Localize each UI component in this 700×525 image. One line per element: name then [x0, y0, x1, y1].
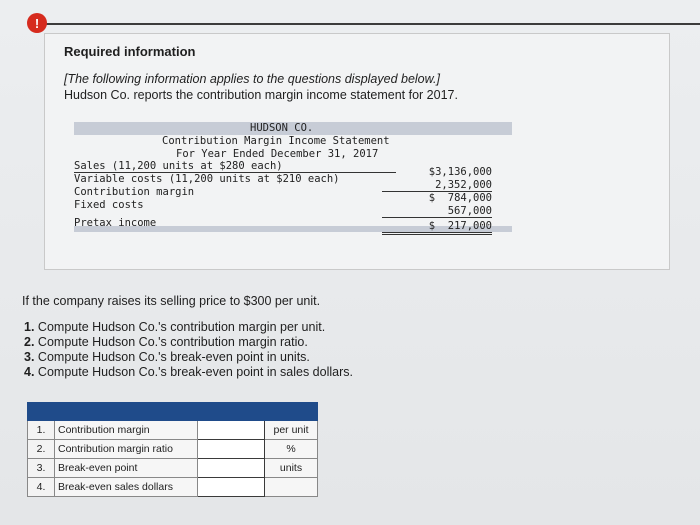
answer-row-unit: units — [265, 459, 318, 478]
question-intro: If the company raises its selling price to $300 per unit. — [22, 294, 321, 308]
statement-row-label: Contribution margin — [74, 186, 195, 198]
top-divider — [36, 23, 700, 25]
answer-table — [27, 402, 318, 497]
statement-row-label: Fixed costs — [74, 199, 144, 211]
answer-row-number: 2. — [28, 440, 55, 459]
contribution-margin-input[interactable] — [198, 421, 265, 440]
answer-row-label: Contribution margin — [55, 421, 198, 440]
answer-row-unit: % — [265, 440, 318, 459]
statement-row-label: Pretax income — [74, 217, 157, 229]
statement-row-amount: 2,352,000 — [382, 179, 492, 192]
statement-row-label: Variable costs (11,200 units at $210 each) — [74, 173, 340, 185]
answer-row — [28, 440, 318, 459]
break-even-sales-input[interactable] — [198, 478, 265, 497]
question-item: 3. Compute Hudson Co.'s break-even point in units. — [24, 350, 310, 364]
info-lead: Hudson Co. reports the contribution margin income statement for 2017. — [64, 88, 458, 102]
statement-company: HUDSON CO. — [250, 122, 314, 134]
answer-row-number: 4. — [28, 478, 55, 497]
statement-row-amount: $ 784,000 — [428, 192, 492, 204]
answer-row-label: Break-even point — [55, 459, 198, 478]
statement-row-label: Sales (11,200 units at $280 each) — [74, 160, 396, 173]
statement-row-amount: $ 217,000 — [382, 220, 492, 235]
break-even-point-input[interactable] — [198, 459, 265, 478]
question-list — [24, 320, 353, 380]
question-item: 2. Compute Hudson Co.'s contribution margin ratio. — [24, 335, 308, 349]
answer-row-number: 3. — [28, 459, 55, 478]
statement-title: Contribution Margin Income Statement — [162, 135, 390, 147]
answer-row-number: 1. — [28, 421, 55, 440]
income-statement — [74, 122, 512, 234]
statement-row-amount: 567,000 — [382, 205, 492, 218]
question-item: 4. Compute Hudson Co.'s break-even point in sales dollars. — [24, 365, 353, 379]
info-note: [The following information applies to the questions displayed below.] — [64, 72, 440, 86]
answer-row-label: Break-even sales dollars — [55, 478, 198, 497]
answer-row — [28, 478, 318, 497]
answer-row-unit — [265, 478, 318, 497]
answer-row — [28, 459, 318, 478]
statement-row-amount: $3,136,000 — [428, 166, 492, 178]
answer-table-header — [28, 403, 318, 421]
contribution-margin-ratio-input[interactable] — [198, 440, 265, 459]
answer-row — [28, 421, 318, 440]
alert-icon: ! — [27, 13, 47, 33]
required-title: Required information — [64, 44, 196, 59]
answer-row-label: Contribution margin ratio — [55, 440, 198, 459]
question-item: 1. Compute Hudson Co.'s contribution margin per unit. — [24, 320, 326, 334]
statement-period: For Year Ended December 31, 2017 — [176, 148, 379, 160]
answer-row-unit: per unit — [265, 421, 318, 440]
